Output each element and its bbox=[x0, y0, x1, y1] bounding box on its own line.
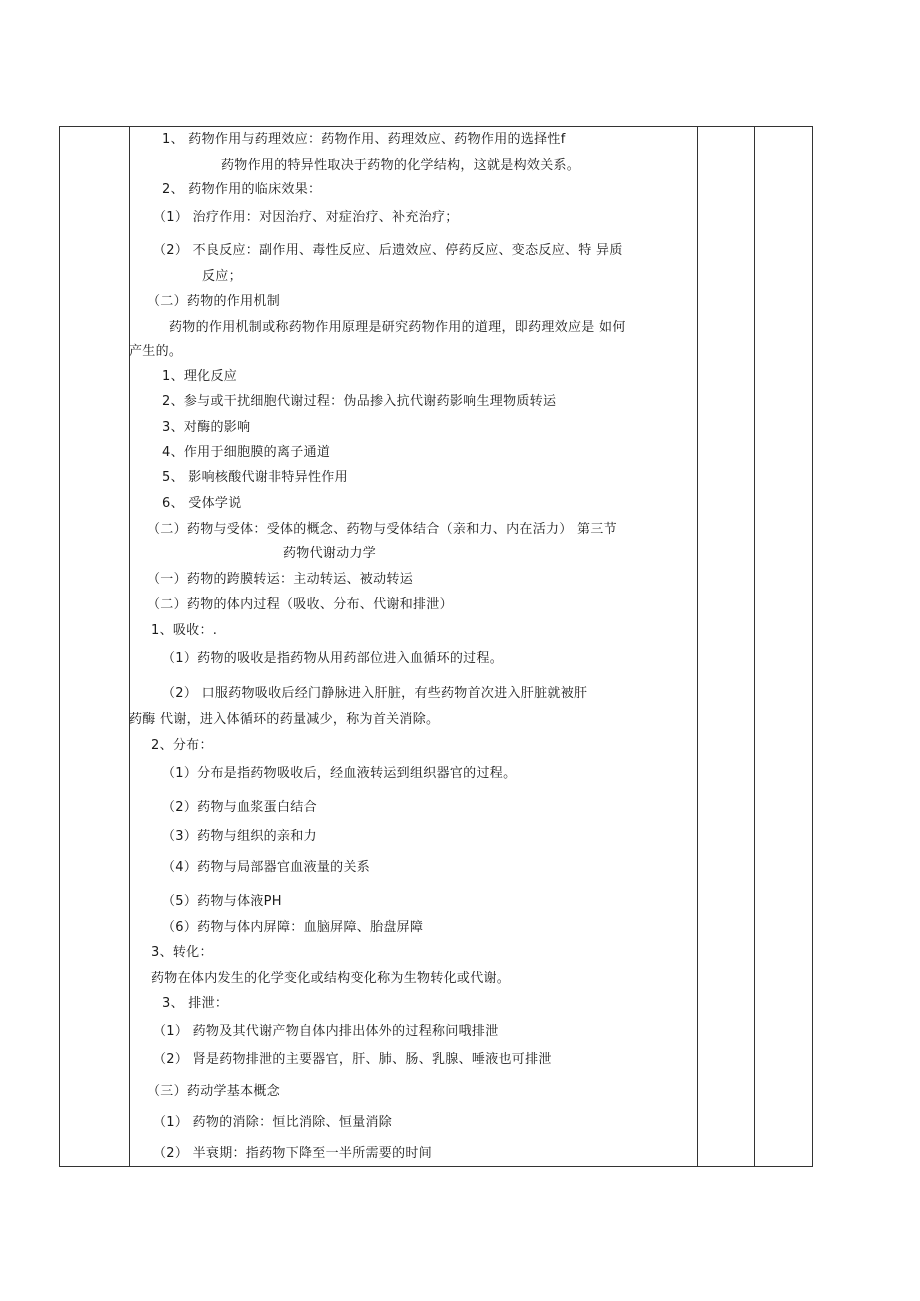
text-line: （2）药物与血浆蛋白结合 bbox=[162, 800, 317, 815]
text-line: 药物在体内发生的化学变化或结构变化称为生物转化或代谢。 bbox=[151, 971, 511, 986]
lesson-content bbox=[129, 126, 697, 1167]
text-line: （二）药物的体内过程（吸收、分布、代谢和排泄） bbox=[147, 597, 453, 612]
text-line: （2） 半衰期：指药物下降至一半所需要的时间 bbox=[153, 1146, 433, 1161]
text-line: 1、理化反应 bbox=[162, 369, 238, 384]
text-line: 反应； bbox=[202, 269, 242, 284]
text-line: （三）药动学基本概念 bbox=[147, 1084, 281, 1099]
text-line: （1） 治疗作用：对因治疗、对症治疗、补充治疗； bbox=[153, 210, 459, 225]
text-line: （二）药物与受体：受体的概念、药物与受体结合（亲和力、内在活力） 第三节 bbox=[147, 522, 617, 537]
text-line: 药物的作用机制或称药物作用原理是研究药物作用的道理，即药理效应是 如何 bbox=[169, 320, 626, 335]
text-line: 5、 影响核酸代谢非特异性作用 bbox=[162, 470, 348, 485]
text-line: 2、 药物作用的临床效果： bbox=[162, 182, 322, 197]
text-line: 1、吸收：. bbox=[151, 623, 218, 638]
text-line: （1）药物的吸收是指药物从用药部位进入血循环的过程。 bbox=[162, 651, 504, 666]
text-line: （2） 不良反应：副作用、毒性反应、后遗效应、停药反应、变态反应、特 异质 bbox=[153, 243, 623, 258]
text-line: 2、参与或干扰细胞代谢过程：伪品掺入抗代谢药影响生理物质转运 bbox=[162, 394, 557, 409]
text-line: （1） 药物及其代谢产物自体内排出体外的过程称问哦排泄 bbox=[153, 1024, 499, 1039]
text-line: （6）药物与体内屏障：血脑屏障、胎盘屏障 bbox=[162, 920, 424, 935]
text-line: （4）药物与局部器官血液量的关系 bbox=[162, 860, 371, 875]
text-line: （3）药物与组织的亲和力 bbox=[162, 829, 317, 844]
text-line: （一）药物的跨膜转运：主动转运、被动转运 bbox=[147, 572, 414, 587]
text-line: （2） 肾是药物排泄的主要器官，肝、肺、肠、乳腺、唾液也可排泄 bbox=[153, 1052, 552, 1067]
text-line: 药物代谢动力学 bbox=[283, 546, 377, 561]
text-line: （1）分布是指药物吸收后，经血液转运到组织器官的过程。 bbox=[162, 766, 517, 781]
text-line: 药酶 代谢，进入体循环的药量减少，称为首关消除。 bbox=[129, 712, 440, 727]
text-line: （1） 药物的消除：恒比消除、恒量消除 bbox=[153, 1115, 393, 1130]
text-line: 产生的。 bbox=[129, 344, 183, 359]
column-divider bbox=[697, 126, 698, 1167]
column-divider bbox=[754, 126, 755, 1167]
text-line: 3、 排泄： bbox=[162, 996, 229, 1011]
text-line: 3、转化： bbox=[151, 945, 213, 960]
text-line: （5）药物与体液PH bbox=[162, 894, 282, 909]
text-line: 1、 药物作用与药理效应：药物作用、药理效应、药物作用的选择性f bbox=[162, 132, 566, 147]
text-line: （2） 口服药物吸收后经门静脉进入肝脏，有些药物首次进入肝脏就被肝 bbox=[162, 686, 588, 701]
text-line: 2、分布： bbox=[151, 738, 213, 753]
text-line: 药物作用的特异性取决于药物的化学结构，这就是构效关系。 bbox=[221, 158, 581, 173]
text-line: 6、 受体学说 bbox=[162, 496, 242, 511]
text-line: 4、作用于细胞膜的离子通道 bbox=[162, 445, 331, 460]
text-line: （二）药物的作用机制 bbox=[147, 294, 281, 309]
text-line: 3、对酶的影响 bbox=[162, 420, 251, 435]
